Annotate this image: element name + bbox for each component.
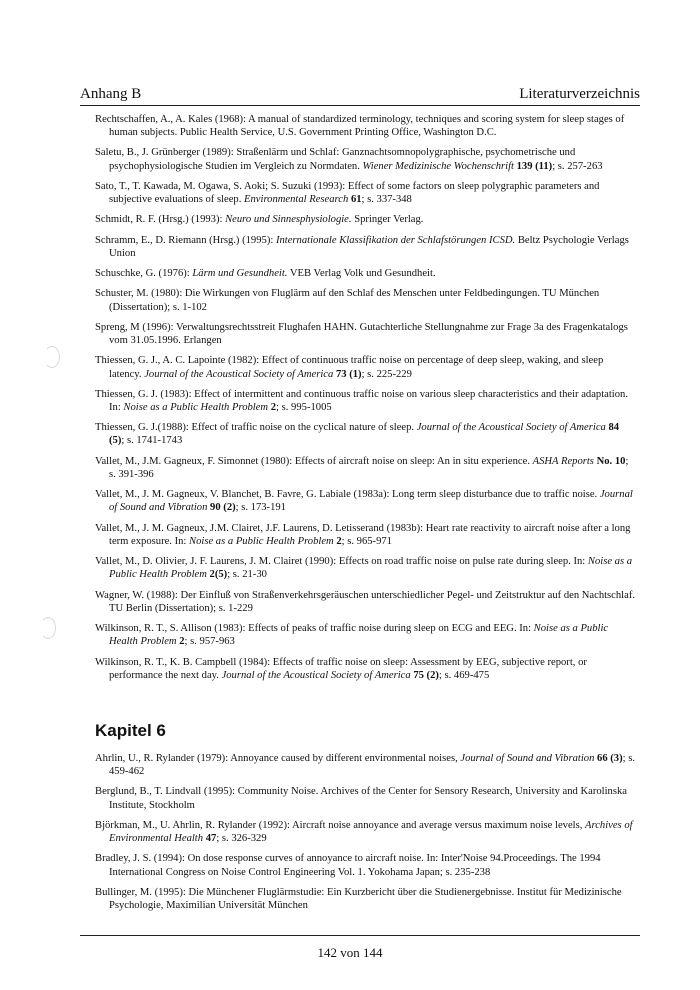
reference-text: Springer Verlag. <box>351 214 424 226</box>
header-title: Literaturverzeichnis <box>519 86 640 102</box>
reference-text: Beltz Psychologie Verlags Union <box>109 234 629 259</box>
reference-text: Journal of Sound and Vibration <box>109 489 633 514</box>
reference-text: Internationale Klassifikation der Schlafstörungen ICSD. <box>275 234 516 246</box>
page-number: 142 von 144 <box>317 945 383 960</box>
reference-text: Bullinger, M. (1995): Die Münchener Fluglärmstudie: Ein Kurzbericht über die Studienergebnisse. Institut für Medizinische Psychologie, Maximilian Universität München <box>95 886 622 912</box>
reference-text: Neuro und Sinnesphysiologie. <box>225 214 352 226</box>
reference-text: Archives of Environmental Health <box>109 819 633 845</box>
reference-text: Thiessen, G. J., A. C. Lapointe (1982): Effect of continuous traffic noise on percentage of deep sleep, waking, and sleep latency. <box>95 355 604 380</box>
reference-text: Vallet, M., D. Olivier, J. F. Laurens, J. M. Clairet (1990): Effects on road traffic noise on pulse rate during sleep. In: <box>95 556 588 568</box>
reference-text: Noise as a Public Health Problem <box>123 401 269 413</box>
reference-entry <box>95 113 635 139</box>
reference-text: Bradley, J. S. (1994): On dose response curves of annoyance to aircraft noise. In: Inter'Noise 94.Proceedings. The 1994 International Congress on Noise Control Engineering Vol. 1. Yokohama Japan; s. 235-238 <box>95 853 601 878</box>
header-section-label: Anhang B <box>80 86 142 102</box>
punch-hole-mark <box>40 617 56 639</box>
reference-text: Journal of Sound and Vibration <box>460 753 595 764</box>
page-header <box>80 86 640 106</box>
reference-entry <box>95 267 635 280</box>
reference-text: Vallet, M., J. M. Gagneux, V. Blanchet, B. Favre, G. Labiale (1983a): Long term sleep disturbance due to traffic noise. <box>95 489 600 501</box>
reference-text: ; s. 337-348 <box>361 194 412 206</box>
reference-entry <box>95 819 635 845</box>
reference-entry <box>95 287 635 313</box>
reference-text: Schramm, E., D. Riemann (Hrsg.) (1995): <box>95 234 276 246</box>
reference-entry <box>95 886 635 912</box>
reference-entry <box>95 589 635 615</box>
reference-text: 61 <box>350 194 362 206</box>
reference-text: Vallet, M., J. M. Gagneux, J.M. Clairet, J.F. Laurens, D. Letisserand (1983b): Heart rate reactivity to aircraft noise after a long term exposure. In: <box>95 522 631 547</box>
reference-text: 90 (2) <box>210 502 236 514</box>
reference-text: Schmidt, R. F. (Hrsg.) (1993): <box>95 214 226 226</box>
reference-text: ; s. 965-971 <box>341 535 392 547</box>
reference-text: Saletu, B., J. Grünberger (1989): Straßenlärm und Schlaf: Ganznachtsomnopolygraphische, psychometrische und psychophysiologische Studien im Vergleich zu Normdaten. <box>95 147 576 172</box>
reference-text: Sato, T., T. Kawada, M. Ogawa, S. Aoki; S. Suzuki (1993): Effect of some factors on sleep polygraphic parameters and subjective evaluations of sleep. <box>95 180 600 206</box>
reference-text: VEB Verlag Volk und Gesundheit. <box>287 268 436 280</box>
reference-text: 84 (5) <box>109 422 620 447</box>
reference-text: Spreng, M (1996): Verwaltungsrechtsstreit Flughafen HAHN. Gutachterliche Stellungnahme zur Frage 3a des Fragenkatalogs vom 31.05.1996. Erlangen <box>95 321 628 347</box>
reference-text: ; s. 21-30 <box>227 569 267 581</box>
reference-entry <box>95 852 635 878</box>
reference-text: Lärm und Gesundheit. <box>192 268 288 280</box>
reference-text: Environmental Research <box>244 194 349 206</box>
reference-entry <box>95 488 635 514</box>
footer-rule <box>80 935 640 936</box>
reference-text: 47 <box>205 833 217 845</box>
reference-text: 2(5) <box>209 569 228 581</box>
reference-text: Ahrlin, U., R. Rylander (1979): Annoyance caused by different environmental noises, <box>95 753 461 764</box>
reference-text: Journal of the Acoustical Society of America <box>416 422 606 434</box>
reference-text: Vallet, M., J.M. Gagneux, F. Simonnet (1980): Effects of aircraft noise on sleep: An in situ experience. <box>95 455 533 467</box>
reference-text: ASHA Reports <box>532 455 594 467</box>
reference-entry <box>95 656 635 682</box>
reference-text: ; s. 173-191 <box>235 502 286 514</box>
reference-entry <box>95 321 635 347</box>
reference-text: Noise as a Public Health Problem <box>189 535 334 547</box>
reference-text: ; s. 459-462 <box>109 753 636 778</box>
reference-text: Rechtschaffen, A., A. Kales (1968): A manual of standardized terminology, techniques and scoring system for sleep stages of human subjects. Public Health Service, U.S. Government Printing Office, Washington D.C. <box>95 114 625 139</box>
reference-text: No. 10 <box>596 455 626 467</box>
reference-text: ; s. 326-329 <box>216 833 267 845</box>
reference-text: ; s. 257-263 <box>552 160 603 172</box>
reference-text: Schuster, M. (1980): Die Wirkungen von Fluglärm auf den Schlaf des Menschen unter Feldbedingungen. TU München (Dissertation); s. 1-102 <box>95 288 600 313</box>
reference-text: Wagner, W. (1988): Der Einfluß von Straßenverkehrsgeräuschen unterschiedlicher Pegel- und Zeitstruktur auf den Nachtschlaf. TU Berlin (Dissertation); s. 1-229 <box>95 589 636 614</box>
reference-text: 2 <box>336 535 342 547</box>
reference-entry <box>95 421 635 447</box>
reference-text: ; s. 995-1005 <box>276 401 332 413</box>
reference-text: Wiener Medizinische Wochenschrift <box>362 160 514 172</box>
reference-text: Thiessen, G. J. (1983): Effect of intermittent and continuous traffic noise on various sleep characteristics and their adaptation. In: <box>95 388 628 413</box>
reference-entry <box>95 146 635 172</box>
reference-text: Journal of the Acoustical Society of America <box>221 669 411 681</box>
reference-text: Berglund, B., T. Lindvall (1995): Community Noise. Archives of the Center for Sensory Research, University and Karolinska Institute, Stockholm <box>95 786 627 811</box>
reference-entry <box>95 234 635 260</box>
reference-entry <box>95 455 635 481</box>
reference-text: Wilkinson, R. T., S. Allison (1983): Effects of peaks of traffic noise during sleep on ECG and EEG. In: <box>95 623 534 635</box>
reference-entry <box>95 622 635 648</box>
reference-text: Thiessen, G. J.(1988): Effect of traffic noise on the cyclical nature of sleep. <box>95 422 417 434</box>
reference-text: 2 <box>270 401 277 413</box>
reference-text: 2 <box>179 636 185 648</box>
reference-text: 73 (1) <box>335 368 362 380</box>
reference-list-chapter-5 <box>95 113 635 689</box>
reference-text: Noise as a Public Health Problem <box>109 623 609 648</box>
reference-text: 139 (11) <box>516 160 553 172</box>
punch-hole-mark <box>44 346 60 368</box>
reference-text: ; s. 225-229 <box>361 368 412 380</box>
reference-entry <box>95 354 635 380</box>
reference-text: Björkman, M., U. Ahrlin, R. Rylander (1992): Aircraft noise annoyance and average versus maximum noise levels, <box>95 819 586 831</box>
reference-entry <box>95 522 635 548</box>
reference-text: Noise as a Public Health Problem <box>109 556 633 581</box>
chapter-heading: Kapitel 6 <box>95 721 166 740</box>
reference-text: Journal of the Acoustical Society of America <box>144 368 334 380</box>
reference-text: ; s. 469-475 <box>438 669 490 681</box>
reference-text: 66 (3) <box>597 753 623 764</box>
reference-entry <box>95 388 635 414</box>
reference-entry <box>95 213 635 226</box>
reference-entry <box>95 785 635 811</box>
reference-list-chapter-6 <box>95 752 635 919</box>
reference-text: Schuschke, G. (1976): <box>95 268 193 280</box>
reference-entry <box>95 555 635 581</box>
reference-entry <box>95 752 635 778</box>
reference-text: ; s. 957-963 <box>184 636 235 648</box>
reference-text: ; s. 1741-1743 <box>121 435 183 447</box>
reference-text: 75 (2) <box>413 669 439 681</box>
reference-entry <box>95 180 635 206</box>
reference-text: ; s. 391-396 <box>109 455 629 480</box>
reference-text: Wilkinson, R. T., K. B. Campbell (1984): Effects of traffic noise on sleep: Assessment by EEG, subjective report, or performance the next day. <box>95 656 587 681</box>
